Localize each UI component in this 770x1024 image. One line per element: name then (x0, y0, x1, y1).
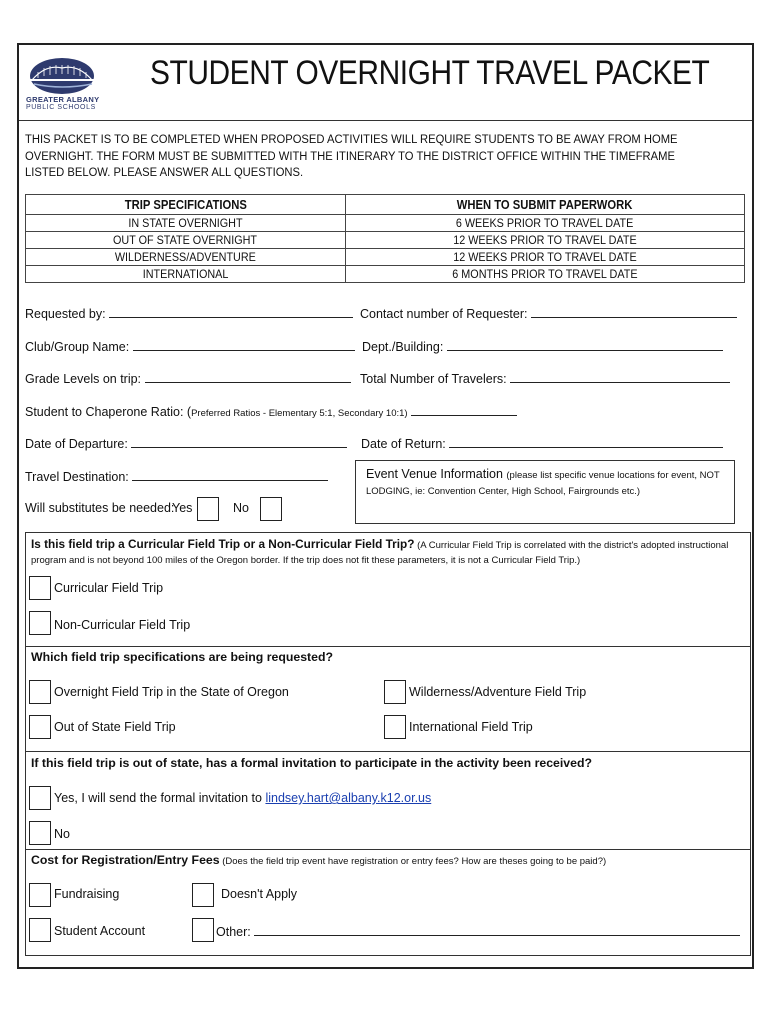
table-cell: IN STATE OVERNIGHT (26, 215, 346, 232)
substitutes-label: Will substitutes be needed: (25, 501, 175, 515)
fundraising-label: Fundraising (54, 887, 120, 901)
title-divider (19, 120, 752, 121)
non-curricular-label: Non-Curricular Field Trip (54, 618, 191, 632)
curricular-checkbox[interactable] (29, 576, 51, 600)
destination-input[interactable] (132, 469, 328, 481)
curricular-heading: Is this field trip a Curricular Field Trip or a Non-Curricular Field Trip? (A Curricular Field Trip is correlated with the district's adopted instructional (31, 537, 729, 551)
table-row (26, 249, 745, 266)
doesnt-apply-label: Doesn't Apply (221, 887, 298, 901)
table-header: WHEN TO SUBMIT PAPERWORK (346, 195, 745, 215)
out-of-state-checkbox[interactable] (29, 715, 51, 739)
dept-building-field: Dept./Building: (362, 339, 723, 354)
table-row (26, 232, 745, 249)
ratio-input[interactable] (411, 404, 517, 416)
total-travelers-input[interactable] (510, 371, 730, 383)
student-account-label: Student Account (54, 924, 146, 938)
invitation-yes-label: Yes, I will send the formal invitation to lindsey.hart@albany.k12.or.us (54, 791, 432, 805)
table-cell: 12 WEEKS PRIOR TO TRAVEL DATE (346, 249, 745, 266)
substitutes-no-checkbox[interactable] (260, 497, 282, 521)
invitation-no-label: No (54, 827, 70, 841)
logo-line2: PUBLIC SCHOOLS (26, 104, 96, 111)
table-row (26, 266, 745, 283)
grade-levels-input[interactable] (145, 371, 351, 383)
specifications-heading: Which field trip specifications are being requested? (31, 650, 334, 664)
table-cell: WILDERNESS/ADVENTURE (26, 249, 346, 266)
substitutes-no-label: No (233, 501, 249, 515)
contact-number-field: Contact number of Requester: (360, 306, 737, 321)
return-field: Date of Return: (361, 436, 723, 451)
page-title: STUDENT OVERNIGHT TRAVEL PACKET (150, 54, 710, 92)
trip-spec-table (25, 194, 745, 283)
logo-line1: GREATER ALBANY (26, 95, 100, 104)
requested-by-input[interactable] (109, 306, 353, 318)
other-checkbox[interactable] (192, 918, 214, 942)
requested-by-field: Requested by: (25, 306, 353, 321)
overnight-oregon-label: Overnight Field Trip in the State of Oregon (54, 685, 289, 699)
departure-input[interactable] (131, 436, 347, 448)
out-of-state-label: Out of State Field Trip (54, 720, 176, 734)
invitation-yes-checkbox[interactable] (29, 786, 51, 810)
wilderness-checkbox[interactable] (384, 680, 406, 704)
table-cell: OUT OF STATE OVERNIGHT (26, 232, 346, 249)
table-cell: INTERNATIONAL (26, 266, 346, 283)
destination-field: Travel Destination: (25, 469, 328, 484)
table-cell: 6 WEEKS PRIOR TO TRAVEL DATE (346, 215, 745, 232)
substitutes-yes-label: Yes (172, 501, 193, 515)
club-group-input[interactable] (133, 339, 355, 351)
curricular-label: Curricular Field Trip (54, 581, 164, 595)
total-travelers-field: Total Number of Travelers: (360, 371, 730, 386)
fundraising-checkbox[interactable] (29, 883, 51, 907)
other-input[interactable] (254, 924, 740, 936)
club-group-field: Club/Group Name: (25, 339, 355, 354)
return-input[interactable] (449, 436, 723, 448)
ratio-field: Student to Chaperone Ratio: (Preferred Ratios - Elementary 5:1, Secondary 10:1) (25, 404, 517, 419)
venue-note: (please list specific venue locations for event, NOT LODGING, ie: Convention Center, High School, Fairgrounds etc.) (366, 470, 720, 497)
substitutes-yes-checkbox[interactable] (197, 497, 219, 521)
venue-label: Event Venue Information (366, 467, 503, 481)
invitation-no-checkbox[interactable] (29, 821, 51, 845)
other-field: Other: (216, 924, 740, 939)
departure-field: Date of Departure: (25, 436, 347, 451)
contact-number-input[interactable] (531, 306, 737, 318)
venue-info-box[interactable] (355, 460, 735, 524)
student-account-checkbox[interactable] (29, 918, 51, 942)
international-label: International Field Trip (409, 720, 533, 734)
curricular-note2: program and is not beyond 100 miles of the Oregon border. If the trip does not fit these parameters, it is not a Curricular Field Trip.) (31, 555, 581, 566)
fees-heading: Cost for Registration/Entry Fees (Does the field trip event have registration or entry fees? How are theses going to be paid?) (31, 853, 607, 867)
intro-text: THIS PACKET IS TO BE COMPLETED WHEN PROPOSED ACTIVITIES WILL REQUIRE STUDENTS TO BE AWAY FROM HOME OVERNIGHT. THE FORM MUST BE SUBMITTED WITH THE ITINERARY TO THE DISTRICT OFFICE WITHIN THE TIMEFRAME LISTED BELOW. PLEASE ANSWER ALL QUESTIONS. (25, 132, 678, 179)
dept-building-input[interactable] (447, 339, 723, 351)
district-logo (26, 58, 104, 114)
international-checkbox[interactable] (384, 715, 406, 739)
non-curricular-checkbox[interactable] (29, 611, 51, 635)
invitation-email-link[interactable]: lindsey.hart@albany.k12.or.us (265, 791, 432, 805)
overnight-oregon-checkbox[interactable] (29, 680, 51, 704)
grade-levels-field: Grade Levels on trip: (25, 371, 351, 386)
table-row (26, 215, 745, 232)
wilderness-label: Wilderness/Adventure Field Trip (409, 685, 587, 699)
table-header: TRIP SPECIFICATIONS (26, 195, 346, 215)
invitation-heading: If this field trip is out of state, has a formal invitation to participate in the activity been received? (31, 756, 592, 770)
table-cell: 6 MONTHS PRIOR TO TRAVEL DATE (346, 266, 745, 283)
doesnt-apply-checkbox[interactable] (192, 883, 214, 907)
table-cell: 12 WEEKS PRIOR TO TRAVEL DATE (346, 232, 745, 249)
